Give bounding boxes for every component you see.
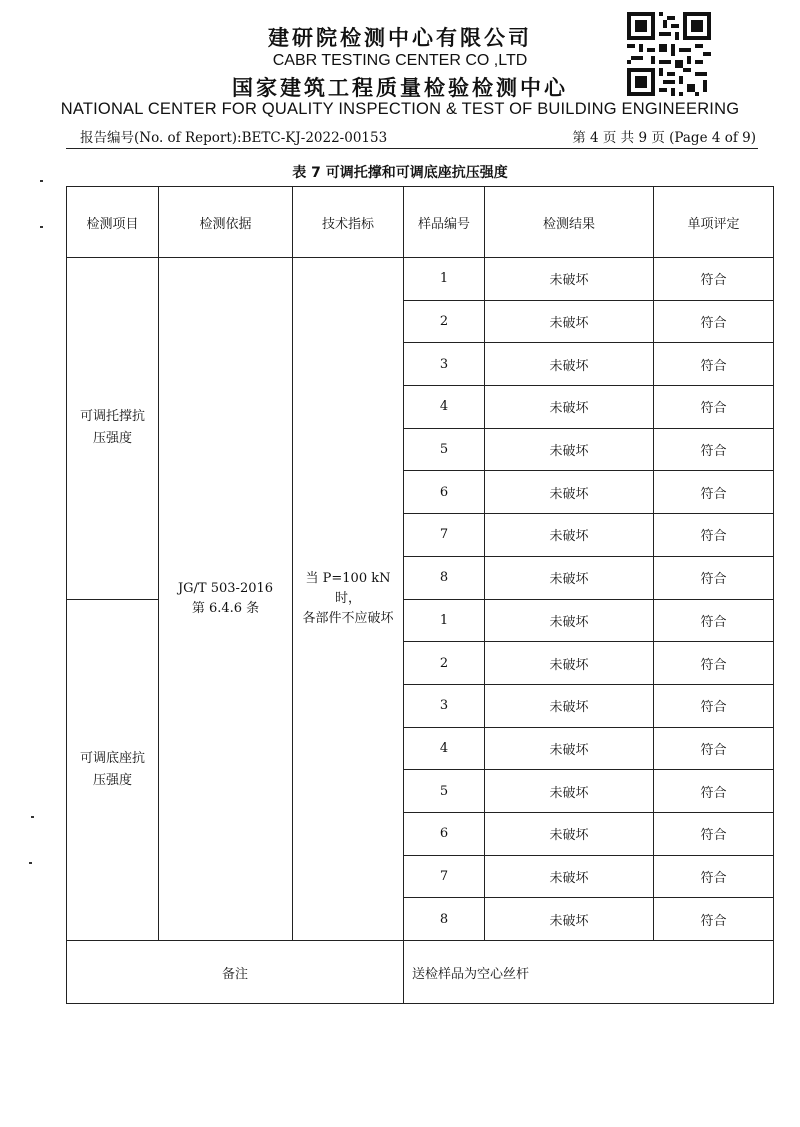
test-result: 未破坏 xyxy=(485,855,654,898)
remark-text: 送检样品为空心丝杆 xyxy=(404,941,774,1004)
evaluation: 符合 xyxy=(654,343,774,386)
test-item-label: 压强度 xyxy=(92,431,132,447)
sample-no: 8 xyxy=(404,898,485,941)
test-result: 未破坏 xyxy=(485,770,654,813)
center-name-cn: 国家建筑工程质量检验检测中心 xyxy=(232,76,568,100)
org-name-en: CABR TESTING CENTER CO ,LTD xyxy=(272,52,528,69)
test-basis-standard: JG/T 503-2016 xyxy=(177,581,274,596)
sample-no: 2 xyxy=(404,642,485,685)
sample-no: 5 xyxy=(404,770,485,813)
evaluation: 符合 xyxy=(654,428,774,471)
test-item-label: 可调托撑抗 xyxy=(79,409,145,425)
sample-no: 7 xyxy=(404,514,485,557)
table-title: 表 7 可调托撑和可调底座抗压强度 xyxy=(292,165,508,181)
center-name-en: NATIONAL CENTER FOR QUALITY INSPECTION & TEST OF BUILDING ENGINEERING xyxy=(60,100,740,118)
evaluation: 符合 xyxy=(654,770,774,813)
test-result: 未破坏 xyxy=(485,898,654,941)
qr-code-icon xyxy=(627,12,711,96)
evaluation: 符合 xyxy=(654,898,774,941)
sample-no: 2 xyxy=(404,300,485,343)
evaluation: 符合 xyxy=(654,855,774,898)
evaluation: 符合 xyxy=(654,300,774,343)
evaluation: 符合 xyxy=(654,258,774,301)
sample-no: 4 xyxy=(404,727,485,770)
evaluation: 符合 xyxy=(654,599,774,642)
test-result: 未破坏 xyxy=(485,727,654,770)
test-result: 未破坏 xyxy=(485,642,654,685)
test-result: 未破坏 xyxy=(485,343,654,386)
remark-row xyxy=(67,941,774,1004)
remark-label: 备注 xyxy=(67,941,404,1004)
test-result: 未破坏 xyxy=(485,386,654,429)
evaluation: 符合 xyxy=(654,514,774,557)
technical-spec-cell xyxy=(293,258,404,941)
sample-no: 7 xyxy=(404,855,485,898)
margin-mark xyxy=(31,816,34,818)
header-sample-no: 样品编号 xyxy=(404,187,485,258)
test-item-cell xyxy=(67,599,159,941)
sample-no: 6 xyxy=(404,471,485,514)
report-info-line xyxy=(80,126,756,146)
header-technical-spec: 技术指标 xyxy=(293,187,404,258)
margin-mark xyxy=(40,226,43,228)
evaluation: 符合 xyxy=(654,556,774,599)
evaluation: 符合 xyxy=(654,386,774,429)
margin-mark xyxy=(29,862,32,864)
table-row xyxy=(67,258,774,301)
test-result: 未破坏 xyxy=(485,300,654,343)
margin-mark xyxy=(40,180,43,182)
test-item-label: 压强度 xyxy=(92,772,132,788)
evaluation: 符合 xyxy=(654,812,774,855)
test-result: 未破坏 xyxy=(485,812,654,855)
sample-no: 6 xyxy=(404,812,485,855)
header-test-result: 检测结果 xyxy=(485,187,654,258)
evaluation: 符合 xyxy=(654,684,774,727)
test-basis-cell xyxy=(159,258,293,941)
test-result: 未破坏 xyxy=(485,258,654,301)
sample-no: 4 xyxy=(404,386,485,429)
header-evaluation: 单项评定 xyxy=(654,187,774,258)
test-result: 未破坏 xyxy=(485,684,654,727)
evaluation: 符合 xyxy=(654,727,774,770)
evaluation: 符合 xyxy=(654,642,774,685)
table-header-row xyxy=(67,187,774,258)
test-result: 未破坏 xyxy=(485,428,654,471)
test-item-cell xyxy=(67,258,159,600)
test-basis-clause: 第 6.4.6 条 xyxy=(191,601,260,616)
test-result: 未破坏 xyxy=(485,471,654,514)
sample-no: 5 xyxy=(404,428,485,471)
technical-spec-line: 当 P=100 kN 时， xyxy=(305,571,391,606)
test-result: 未破坏 xyxy=(485,556,654,599)
test-result: 未破坏 xyxy=(485,514,654,557)
header-test-item: 检测项目 xyxy=(67,187,159,258)
header-divider xyxy=(66,148,758,149)
test-result: 未破坏 xyxy=(485,599,654,642)
sample-no: 3 xyxy=(404,684,485,727)
sample-no: 1 xyxy=(404,258,485,301)
org-name-cn: 建研院检测中心有限公司 xyxy=(268,26,532,50)
sample-no: 8 xyxy=(404,556,485,599)
results-table xyxy=(66,186,774,1004)
sample-no: 1 xyxy=(404,599,485,642)
technical-spec-line: 各部件不应破坏 xyxy=(302,611,394,626)
evaluation: 符合 xyxy=(654,471,774,514)
header-test-basis: 检测依据 xyxy=(159,187,293,258)
sample-no: 3 xyxy=(404,343,485,386)
report-number: 报告编号(No. of Report):BETC-KJ-2022-00153 xyxy=(80,130,388,146)
page-indicator: 第 4 页 共 9 页 (Page 4 of 9) xyxy=(572,130,756,146)
test-item-label: 可调底座抗 xyxy=(79,750,145,766)
